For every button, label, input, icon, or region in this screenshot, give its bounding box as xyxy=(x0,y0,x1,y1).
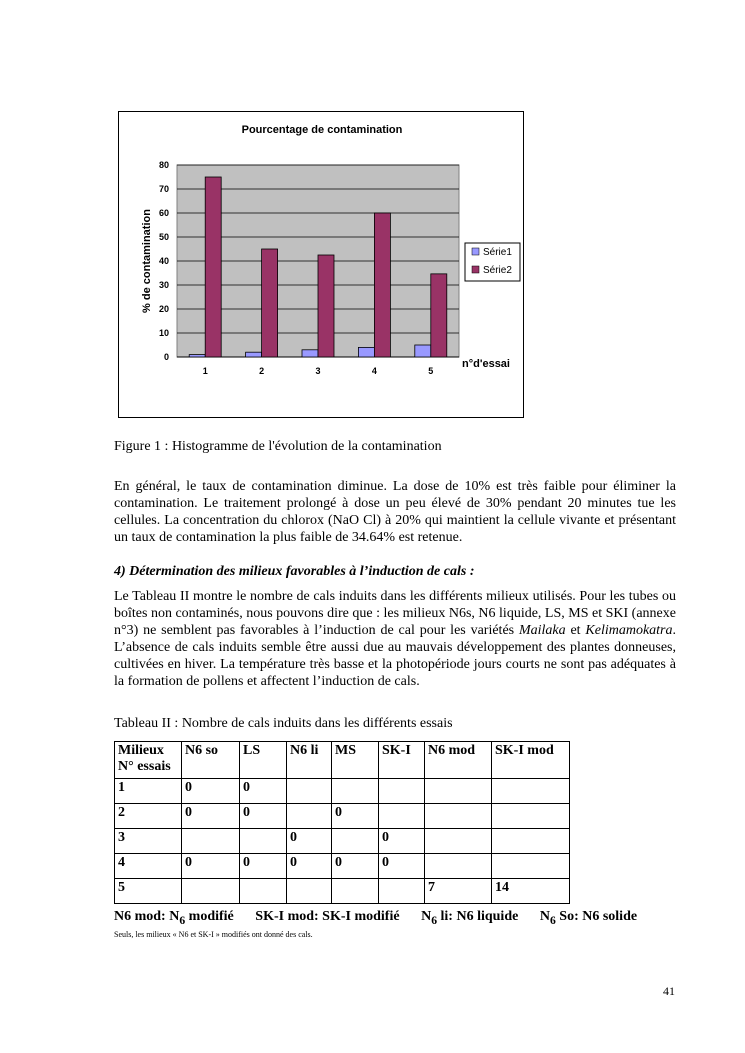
table-cell xyxy=(240,879,287,904)
table-cell xyxy=(332,779,379,804)
abbr-ski-mod: SK-I mod: SK-I modifié xyxy=(255,909,400,924)
x-tick-label: 1 xyxy=(202,366,208,376)
table-cell xyxy=(287,779,332,804)
paragraph-text-1: Le Tableau II montre le nombre de cals induits dans les différents milieux utilisés. Pour les tubes ou boîtes non contaminés, nous pouvons dire que : les milieux N6s, N6 liquide, LS, MS et SKI (annexe n°3) ne semblent pas favorables à l’induction de cal pour les variétés xyxy=(114,589,676,638)
table-row xyxy=(115,829,570,854)
paragraph-text-2: . L’absence de cals induits semble être aussi due au mauvais développement des plantes donneuses, cultivées en hiver. La température très basse et la photopériode jours courts ne sont pas adéquates à la formation de pollens et affectent l’induction de cals. xyxy=(114,623,676,689)
bar-serie1 xyxy=(302,350,318,357)
table-cell: 5 xyxy=(115,879,182,904)
legend-swatch-serie2 xyxy=(472,266,479,273)
table-cell: 0 xyxy=(379,854,425,879)
table-cell: 0 xyxy=(287,829,332,854)
page-number: 41 xyxy=(663,984,675,998)
table-cell: 14 xyxy=(492,879,570,904)
y-tick-label: 60 xyxy=(158,208,169,218)
y-tick-label: 70 xyxy=(158,184,169,194)
y-tick-label: 50 xyxy=(158,232,169,242)
x-axis-label: n°d'essai xyxy=(462,358,510,370)
table-cell xyxy=(425,779,492,804)
y-tick-label: 80 xyxy=(158,160,169,170)
col-header: N6 li xyxy=(287,742,332,779)
bar-serie1 xyxy=(415,345,431,357)
header-corner: Milieux N° essais xyxy=(115,742,182,779)
table-cell: 0 xyxy=(287,854,332,879)
abbr-n6-li: $N_6$ li: N6 liquide xyxy=(421,909,519,927)
table-cell: 2 xyxy=(115,804,182,829)
table-cell: 0 xyxy=(240,804,287,829)
abbr-n6-mod: N6 mod: $N_6$ modifié xyxy=(114,909,234,927)
table-cell xyxy=(379,879,425,904)
table-cell xyxy=(287,804,332,829)
table-cell: 4 xyxy=(115,854,182,879)
table-title: Tableau II : Nombre de cals induits dans les différents essais xyxy=(114,716,453,731)
table-row xyxy=(115,804,570,829)
table-cell xyxy=(240,829,287,854)
y-tick-label: 40 xyxy=(158,256,169,266)
table-cell xyxy=(492,804,570,829)
table-cell: 0 xyxy=(182,804,240,829)
bar-serie1 xyxy=(358,347,374,357)
col-header: SK-I mod xyxy=(492,742,570,779)
table-cell xyxy=(492,779,570,804)
bar-serie2 xyxy=(205,177,221,357)
table-cell xyxy=(182,879,240,904)
table-cell: 0 xyxy=(332,804,379,829)
x-tick-label: 5 xyxy=(428,366,434,376)
paragraph-contamination: En général, le taux de contamination diminue. La dose de 10% est très faible pour éliminer la contamination. Le traitement prolongé à dose un peu élevé de 30% pendant 20 minutes tue les cellules. La concentration du chlorox (NaO Cl) à 20% qui maintient la cellule vivante et présentant un taux de contamination la plus faible de 34.64% est retenue. xyxy=(114,479,676,545)
figure-caption: Figure 1 : Histogramme de l'évolution de la contamination xyxy=(114,439,442,454)
chart-title: Pourcentage de contamination xyxy=(241,124,403,136)
table-cell xyxy=(379,804,425,829)
table-cell: 1 xyxy=(115,779,182,804)
footnote: Seuls, les milieux « N6 et SK-I » modifiés ont donné des cals. xyxy=(114,930,313,939)
paragraph-and: et xyxy=(565,623,586,638)
section-heading: 4) Détermination des milieux favorables à l’induction de cals : xyxy=(114,564,475,579)
table-row xyxy=(115,879,570,904)
legend-swatch-serie1 xyxy=(472,248,479,255)
table-cell: 0 xyxy=(240,854,287,879)
bar-serie1 xyxy=(246,352,262,357)
legend-label-serie1: Série1 xyxy=(483,247,512,258)
col-header: SK-I xyxy=(379,742,425,779)
bar-serie2 xyxy=(318,255,334,357)
table-cell xyxy=(492,854,570,879)
bar-serie2 xyxy=(374,213,390,357)
y-axis-label: % de contamination xyxy=(141,209,153,313)
y-tick-label: 20 xyxy=(158,304,169,314)
table-cell xyxy=(332,829,379,854)
chart-svg xyxy=(119,112,525,419)
col-header: N6 mod xyxy=(425,742,492,779)
table-cell xyxy=(182,829,240,854)
table-header-row xyxy=(115,742,570,779)
table-cell xyxy=(425,804,492,829)
table-cell: 7 xyxy=(425,879,492,904)
table-cell: 0 xyxy=(332,854,379,879)
bar-serie1 xyxy=(189,355,205,357)
legend-label-serie2: Série2 xyxy=(483,265,512,276)
contamination-chart xyxy=(118,111,524,418)
table-cell: 0 xyxy=(379,829,425,854)
table-cell xyxy=(492,829,570,854)
abbreviation-legend xyxy=(114,909,655,927)
table-row xyxy=(115,779,570,804)
cals-table xyxy=(114,741,570,904)
table-cell xyxy=(379,779,425,804)
table-cell xyxy=(332,879,379,904)
x-tick-label: 2 xyxy=(259,366,265,376)
table-cell xyxy=(287,879,332,904)
variety-kelimamokatra: Kelimamokatra xyxy=(585,623,673,638)
variety-mailaka: Mailaka xyxy=(518,623,566,638)
abbr-n6-so: $N_6$ So: N6 solide xyxy=(539,909,638,927)
table-cell: 0 xyxy=(182,779,240,804)
col-header: N6 so xyxy=(182,742,240,779)
chart-legend xyxy=(465,243,520,281)
x-tick-label: 3 xyxy=(315,366,321,376)
table-cell: 0 xyxy=(240,779,287,804)
x-tick-label: 4 xyxy=(371,366,377,376)
y-tick-label: 10 xyxy=(158,328,169,338)
table-row xyxy=(115,854,570,879)
table-cell xyxy=(425,829,492,854)
table-cell xyxy=(425,854,492,879)
y-tick-label: 30 xyxy=(158,280,169,290)
table-cell: 0 xyxy=(182,854,240,879)
paragraph-milieux xyxy=(114,588,676,690)
bar-serie2 xyxy=(262,249,278,357)
col-header: MS xyxy=(332,742,379,779)
y-tick-label: 0 xyxy=(163,352,169,362)
table-cell: 3 xyxy=(115,829,182,854)
col-header: LS xyxy=(240,742,287,779)
bar-serie2 xyxy=(431,274,447,357)
